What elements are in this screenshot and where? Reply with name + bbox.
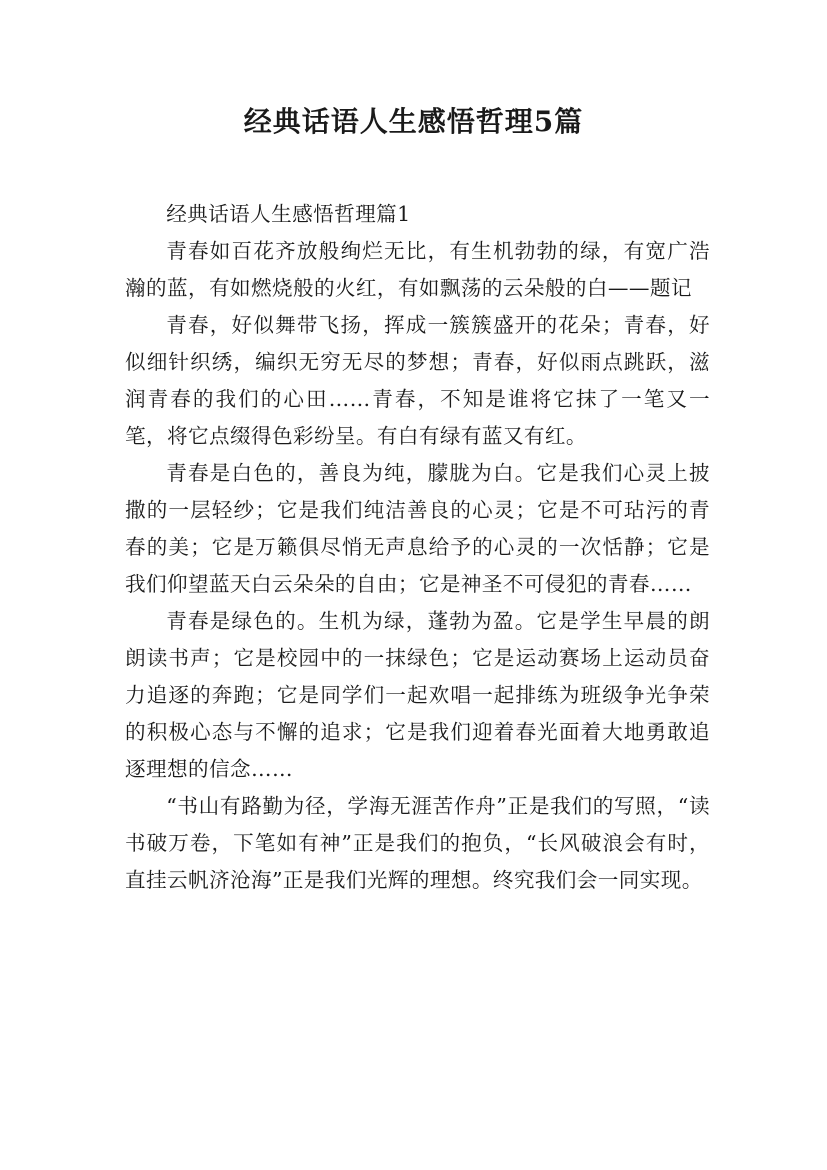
paragraph-youth-green: 青春是绿色的。生机为绿，蓬勃为盈。它是学生早晨的朗朗读书声；它是校园中的一抹绿色；它是运动赛场上运动员奋力追逐的奔跑；它是同学们一起欢唱一起排练为班级争光争荣的积极心态与不懈的追求；它是我们迎着春光面着大地勇敢追逐理想的信念…… (125, 609, 710, 781)
paragraph-youth-white: 青春是白色的，善良为纯，朦胧为白。它是我们心灵上披撒的一层轻纱；它是我们纯洁善良的心灵；它是不可玷污的青春的美；它是万籁俱尽悄无声息给予的心灵的一次恬静；它是我们仰望蓝天白云朵朵的自由；它是神圣不可侵犯的青春…… (125, 461, 710, 596)
paragraph-quotes: “书山有路勤为径，学海无涯苦作舟”正是我们的写照，“读书破万卷，下笔如有神”正是我们的抱负，“长风破浪会有时，直挂云帆济沧海”正是我们光辉的理想。终究我们会一同实现。 (125, 794, 710, 892)
paragraph-youth-intro: 青春，好似舞带飞扬，挥成一簇簇盛开的花朵；青春，好似细针织绣，编织无穷无尽的梦想；青春，好似雨点跳跃，滋润青春的我们的心田……青春，不知是谁将它抹了一笔又一笔，将它点缀得色彩纷呈。有白有绿有蓝又有红。 (125, 313, 710, 448)
section-heading: 经典话语人生感悟哲理篇1 (166, 202, 411, 226)
paragraph-epigraph: 青春如百花齐放般绚烂无比，有生机勃勃的绿，有宽广浩瀚的蓝，有如燃烧般的火红，有如飘荡的云朵般的白——题记 (125, 239, 710, 300)
document-body (125, 196, 710, 899)
document-title: 经典话语人生感悟哲理5篇 (243, 105, 584, 138)
